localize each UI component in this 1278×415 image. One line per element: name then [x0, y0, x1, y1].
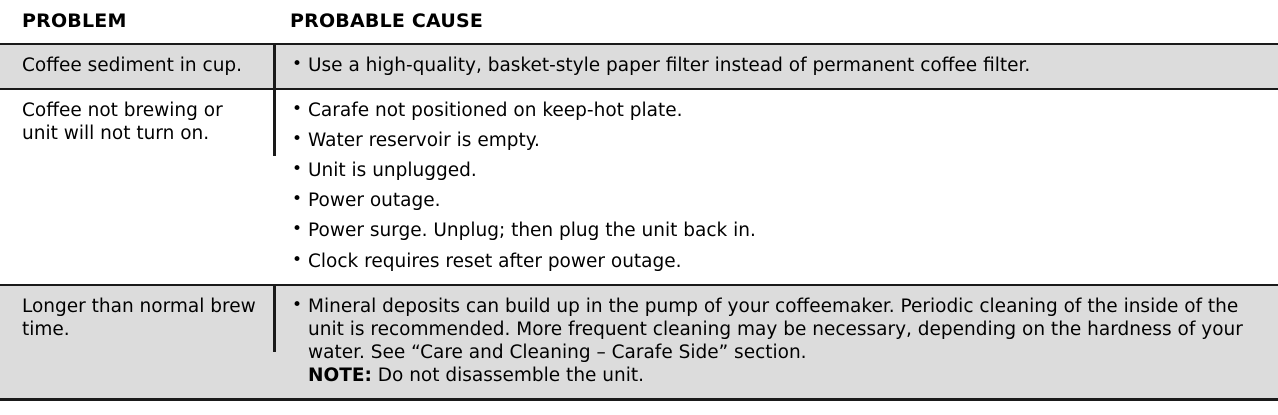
header-cell-cause [276, 0, 1278, 43]
problem-text: Longer than normal brew time. [0, 286, 276, 352]
table-header-row [0, 0, 1278, 43]
cause-list-container [276, 286, 1278, 399]
row-cause-cell [276, 45, 1278, 88]
problem-text: Coffee sediment in cup. [0, 45, 276, 88]
problem-text: Coffee not brewing or unit will not turn on. [0, 90, 276, 156]
header-cell-problem [0, 0, 276, 43]
list-item: • Carafe not positioned on keep-hot plate. [290, 99, 1262, 122]
row-problem-cell [0, 45, 276, 88]
cause-list [290, 99, 1262, 273]
table-row [0, 286, 1278, 399]
bottom-rule-line [0, 398, 1278, 401]
cause-list [290, 54, 1262, 77]
cause-list-container [276, 90, 1278, 284]
list-item [290, 295, 1262, 388]
cause-text: Mineral deposits can build up in the pump of your coffeemaker. Periodic cleaning of the inside of the unit is recommended. More frequent cleaning may be necessary, depending on the hardness of your water. See “Care and Cleaning – Carafe Side” section. [308, 295, 1243, 363]
table-row [0, 45, 1278, 88]
row-problem-cell [0, 286, 276, 399]
table-row [0, 90, 1278, 284]
column-header-probable-cause: PROBABLE CAUSE [290, 10, 484, 32]
row-cause-cell [276, 90, 1278, 284]
row-cause-cell [276, 286, 1278, 399]
list-item: • Use a high-quality, basket-style paper filter instead of permanent coffee filter. [290, 54, 1262, 77]
list-item: • Power surge. Unplug; then plug the unit back in. [290, 219, 1262, 242]
note-text: Do not disassemble the unit. [371, 365, 645, 387]
bottom-rule-cell [0, 398, 1278, 401]
list-item: • Unit is unplugged. [290, 159, 1262, 182]
bottom-rule-row [0, 398, 1278, 401]
cause-list [290, 295, 1262, 388]
note-label: NOTE: [308, 365, 372, 387]
list-item: • Power outage. [290, 189, 1262, 212]
row-problem-cell [0, 90, 276, 284]
cause-list-container [276, 45, 1278, 88]
list-item: • Clock requires reset after power outage. [290, 250, 1262, 273]
column-header-problem: PROBLEM [22, 10, 127, 32]
list-item: • Water reservoir is empty. [290, 129, 1262, 152]
